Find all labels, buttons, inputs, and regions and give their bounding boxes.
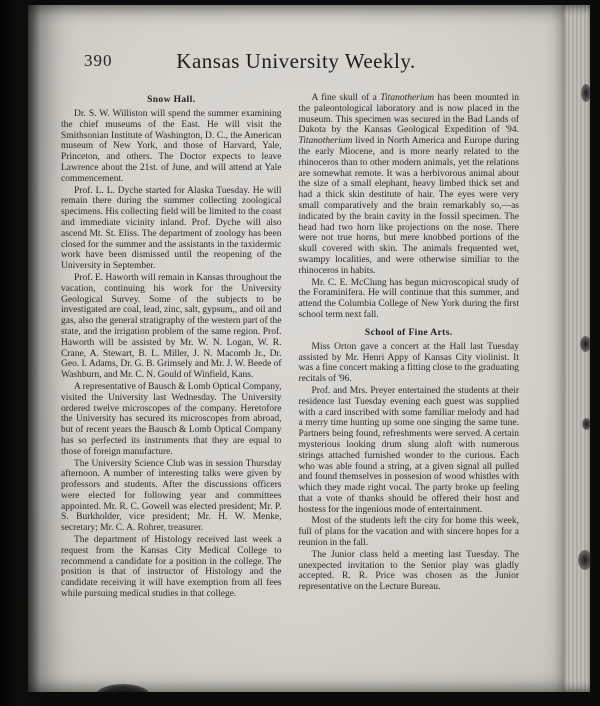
right-column-bottom-paragraphs <box>299 342 520 593</box>
paragraph: A representative of Bausch & Lomb Optical Company, visited the University last Wednesday. The University ordered twelve microscopes of the company. Heretofore the University has secured its microscopes from abroad, but of recent years the Bausch & Lomb Optical Company has so perfected its instruments that they are equal to those of foreign manufacture. <box>61 381 282 457</box>
section-heading-snow-hall: Snow Hall. <box>147 95 196 105</box>
page-edge-mark <box>581 84 591 102</box>
right-column <box>299 93 520 601</box>
scan-shadow-blob <box>96 684 150 706</box>
right-column-top-paragraphs <box>299 93 520 321</box>
page-title: Kansas University Weekly. <box>176 49 416 73</box>
paragraph: The Junior class held a meeting last Tuesday. The unexpected invitation to the Senior play was gladly accepted. R. R. Price was chosen as the Junior representative on the Lecture Bureau. <box>298 549 519 593</box>
section-heading-fine-arts: School of Fine Arts. <box>364 327 453 338</box>
paragraph: Mr. C. E. McClung has begun microscopical study of the Foraminifera. He will continue that this summer, and attend the Columbia College of New York during the first school term next fall. <box>298 277 519 320</box>
left-column <box>61 93 282 601</box>
paragraph: Prof. E. Haworth will remain in Kansas throughout the vacation, continuing his work for the University Geological Survey. Some of the subjects to be investigated are coal, lead, zinc, salt, gypsum,, and oil and gas, also the general stratigraphy of the western part of the state, and the irrigation problem of the same region. Prof. Haworth will be assisted by Mr. W. N. Logan, W. R. Crane, A. Stewart, B. L. Miller, J. N. Macomb Jr., Dr. Geo. I. Adams, Dr. G. B. Grimsely and Mr. J. W. Beede of Washburn, and Mr. C. N. Gould of Winfield, Kans. <box>61 272 282 381</box>
page-edge-mark <box>578 550 592 570</box>
page-number: 390 <box>84 51 113 70</box>
paragraph: Miss Orton gave a concert at the Hall last Tuesday assisted by Mr. Henri Appy of Kansas City violinist. It was a fine concert making a fitting close to the graduating recitals of '96. <box>298 341 519 385</box>
page-header <box>28 5 564 85</box>
left-column-paragraphs <box>61 109 282 600</box>
paragraph: Most of the students left the city for home this week, full of plans for the vacation and with sincere hopes for a reunion in the fall. <box>298 516 519 549</box>
text-columns <box>28 85 564 601</box>
page <box>28 5 564 692</box>
paragraph: Prof. L. L. Dyche started for Alaska Tuesday. He will remain there during the summer collecting zoological specimens. His collecting field will be limited to the coast and immediate vicinity inland. Prof. Dyche will also ascend Mt. St. Eliss. The department of zoology has been closed for the summer and the assistants in the taxidermic work have been dismissed until the reopening of the University in September. <box>61 185 282 272</box>
paragraph: The department of Histology received last week a request from the Kansas City Medical College to recommend a candidate for a position in the college. The position is that of instructor of Histology and the candidate receiving it will have exemption from all fees while pursuing medical studies in that college. <box>61 535 282 600</box>
page-edge-mark <box>580 336 591 352</box>
page-edge-mark <box>582 418 591 430</box>
paragraph: Dr. S. W. Williston will spend the summer examining the chief museums of the East. He will visit the Smithsonian Institute of Washington, D. C., the American museum of New York, and those of Harvard, Yale, Princeton, and others. The Doctor expects to leave Lawrence about the 21st. of June, and will attend at Yale commencement. <box>61 109 282 184</box>
paragraph: A fine skull of a Titanotherium has been mounted in the paleontological laboratory and is now placed in the museum. This specimen was secured in the Bad Lands of Dakota by the Kansas Geological Expedition of '94. Titanotherium lived in North America and Europe during the early Miocene, and is more nearly related to the rhinoceros than to other modern animals, yet the relations are somewhat remote. It was a herbivorous animal about the size of a small elephant, heavy limbed thick set and had a thick skin destitute of hair. The eyes were very small comparatively and the brain remarkably so,—as indicated by the brain cavity in the fossil specimen. The head had two horn like projections on the nose. There were not true horns, but mere knobbed portions of the skull covered with skin. The animals frequented wet, swampy localities, and were otherwise similiar to the rhinoceros in habits. <box>298 93 520 276</box>
paragraph: Prof. and Mrs. Preyer entertained the students at their residence last Tuesday evening each guest was supplied with a card inscribed with some familiar melody and had a merry time hunting up some one singing the same tune. Partners being found, refreshments were served. A certain mysterious looking drum slung aloft with numerous strings attached furnished wonder to the curious. Each who was able found a string, at a given signal all pulled and found themselves in possesion of wood whistles with which they made right vocal. The party broke up feeling that a vote of thanks should be offered their host and hostess for the ingenious mode of entertainment. <box>298 385 519 515</box>
paragraph: The University Science Club was in session Thursday afternoon. A number of interesting talks were given by professors and students. After the discussions officers were elected for following year and committees appointed. Mr. R. C. Gowell was elected president; Mr. P. S. Burkholder, vice president; Mr. H. W. Menke, secretary; Mr. C. A. Rohrer, treasurer. <box>61 458 282 534</box>
